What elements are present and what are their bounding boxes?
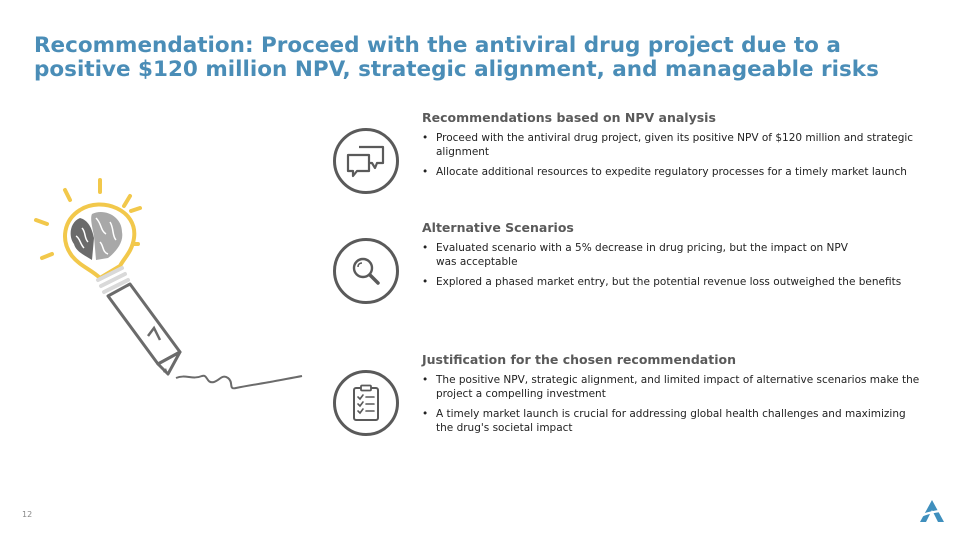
section-heading: Justification for the chosen recommendation	[422, 352, 736, 367]
slide-title: Recommendation: Proceed with the antiviral drug project due to a positive $120 million NPV, strategic alignment, and manageable risks	[34, 33, 879, 82]
page-number: 12	[22, 510, 33, 519]
list-item: • Proceed with the antiviral drug project, given its positive NPV of $120 million and strategic alignment	[422, 131, 922, 159]
speech-bubbles-icon	[333, 128, 399, 194]
list-item: • Allocate additional resources to expedite regulatory processes for a timely market launch	[422, 165, 922, 179]
company-logo-icon	[918, 498, 946, 528]
checklist-icon	[333, 370, 399, 436]
section-heading: Alternative Scenarios	[422, 220, 574, 235]
list-item: • Evaluated scenario with a 5% decrease in drug pricing, but the impact on NPV was acceptable	[422, 241, 856, 269]
list-item: • The positive NPV, strategic alignment, and limited impact of alternative scenarios make the project a compelling investment	[422, 373, 922, 401]
bullet-list	[422, 241, 922, 295]
bullet-list	[422, 131, 922, 185]
section-heading: Recommendations based on NPV analysis	[422, 110, 716, 125]
bullet-list	[422, 373, 922, 441]
magnifier-icon	[333, 238, 399, 304]
lightbulb-pencil-illustration	[30, 178, 320, 402]
list-item: • A timely market launch is crucial for addressing global health challenges and maximizing the drug's societal impact	[422, 407, 922, 435]
lightbulb-pencil-icon	[30, 178, 320, 398]
list-item: • Explored a phased market entry, but the potential revenue loss outweighed the benefits	[422, 275, 922, 289]
